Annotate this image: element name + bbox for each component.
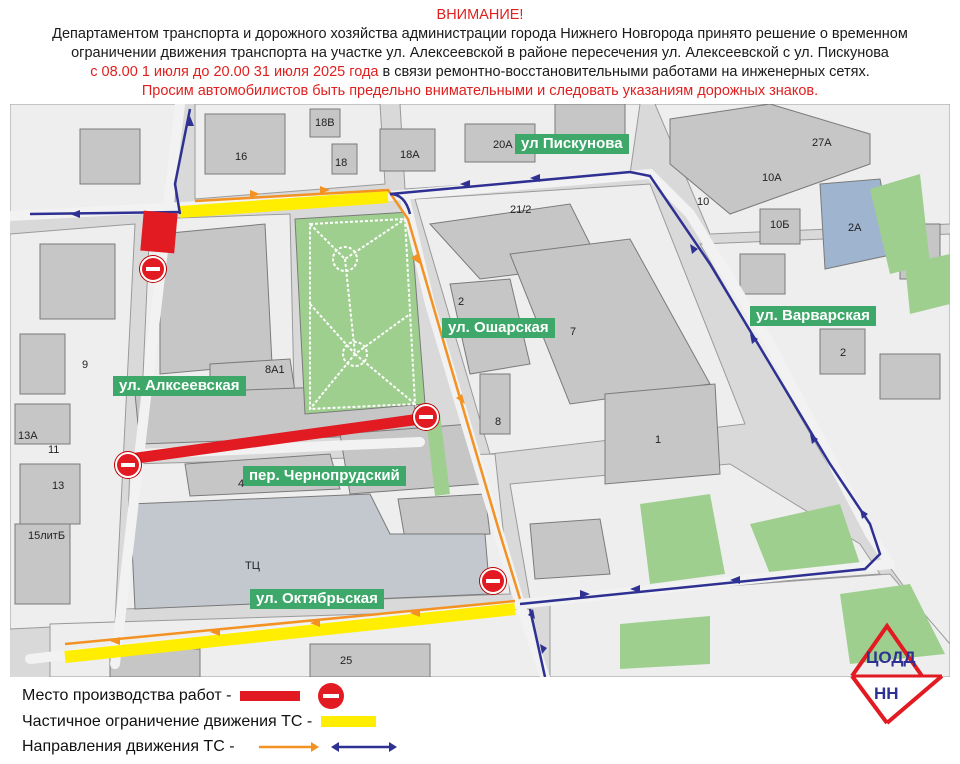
building-number: ТЦ <box>245 560 260 572</box>
building-number: 4 <box>238 478 245 490</box>
building-number: 18В <box>315 117 335 129</box>
notice-line-3 <box>0 63 960 82</box>
building-number: 16 <box>235 151 248 163</box>
building-number: 1 <box>655 434 662 446</box>
legend-works-label: Место производства работ - <box>22 687 232 705</box>
notice-title: ВНИМАНИЕ! <box>436 7 524 23</box>
building-number: 8 <box>495 416 502 428</box>
building-number: 13 <box>52 480 65 492</box>
building-number: 15литБ <box>28 530 66 542</box>
legend-arrows <box>259 739 399 755</box>
legend-partial <box>22 713 376 731</box>
no-entry-icon <box>480 568 506 594</box>
street-label-alekseevskaya: ул. Алксеевская <box>113 376 246 396</box>
street-label-chernoprudsky: пер. Чернопрудский <box>243 466 406 486</box>
notice-line-1: Департаментом транспорта и дорожного хозяйства администрации города Нижнего Новгорода принято решение о временном <box>52 26 908 42</box>
notice-reason: в связи ремонтно-восстановительными работами на инженерных сетях. <box>378 64 870 80</box>
notice-line-2: ограничении движения транспорта на участке ул. Алексеевской в районе пересечения ул. Алексеевской с ул. Пискунова <box>71 45 889 61</box>
no-entry-icon <box>140 256 166 282</box>
no-entry-icon <box>115 452 141 478</box>
street-label-piskunova: ул Пискунова <box>515 134 629 154</box>
building-number: 9 <box>82 359 89 371</box>
building-number: 11 <box>48 444 60 456</box>
legend-directions <box>22 738 399 756</box>
building-number: 2 <box>840 347 847 359</box>
street-label-varvarskaya: ул. Варварская <box>750 306 876 326</box>
building-number: 10А <box>762 172 782 184</box>
legend-yellow-swatch <box>321 716 376 727</box>
building-number: 21/2 <box>510 204 532 216</box>
no-entry-icon <box>318 683 344 709</box>
building-number: 27А <box>812 137 832 149</box>
map <box>10 104 950 677</box>
building-number: 18А <box>400 149 420 161</box>
legend-works <box>22 683 344 709</box>
street-label-osharskaya: ул. Ошарская <box>442 318 555 338</box>
codd-logo <box>842 618 952 728</box>
building-number: 10 <box>697 196 710 208</box>
notice-dates: с 08.00 1 июля до 20.00 31 июля 2025 года <box>90 64 379 80</box>
building-number: 20А <box>493 139 513 151</box>
building-number: 2 <box>458 296 465 308</box>
notice-header <box>0 6 960 101</box>
building-number: 25 <box>340 655 353 667</box>
no-entry-icon <box>413 404 439 430</box>
building-number: 7 <box>570 326 577 338</box>
park <box>295 212 425 414</box>
building-number: 8А1 <box>265 364 285 376</box>
logo-text: ЦОДД <box>866 648 916 667</box>
building-number: 13А <box>18 430 38 442</box>
legend-red-swatch <box>240 691 300 701</box>
building-number: 10Б <box>770 219 790 231</box>
logo-subtext: НН <box>874 684 899 703</box>
legend-partial-label: Частичное ограничение движения ТС - <box>22 713 313 730</box>
building-number: 18 <box>335 157 348 169</box>
notice-line-4: Просим автомобилистов быть предельно внимательными и следовать указаниям дорожных знаков. <box>141 83 819 99</box>
legend-directions-label: Направления движения ТС - <box>22 738 235 755</box>
street-label-oktyabrskaya: ул. Октябрьская <box>250 589 384 609</box>
building-number: 2А <box>848 222 862 234</box>
